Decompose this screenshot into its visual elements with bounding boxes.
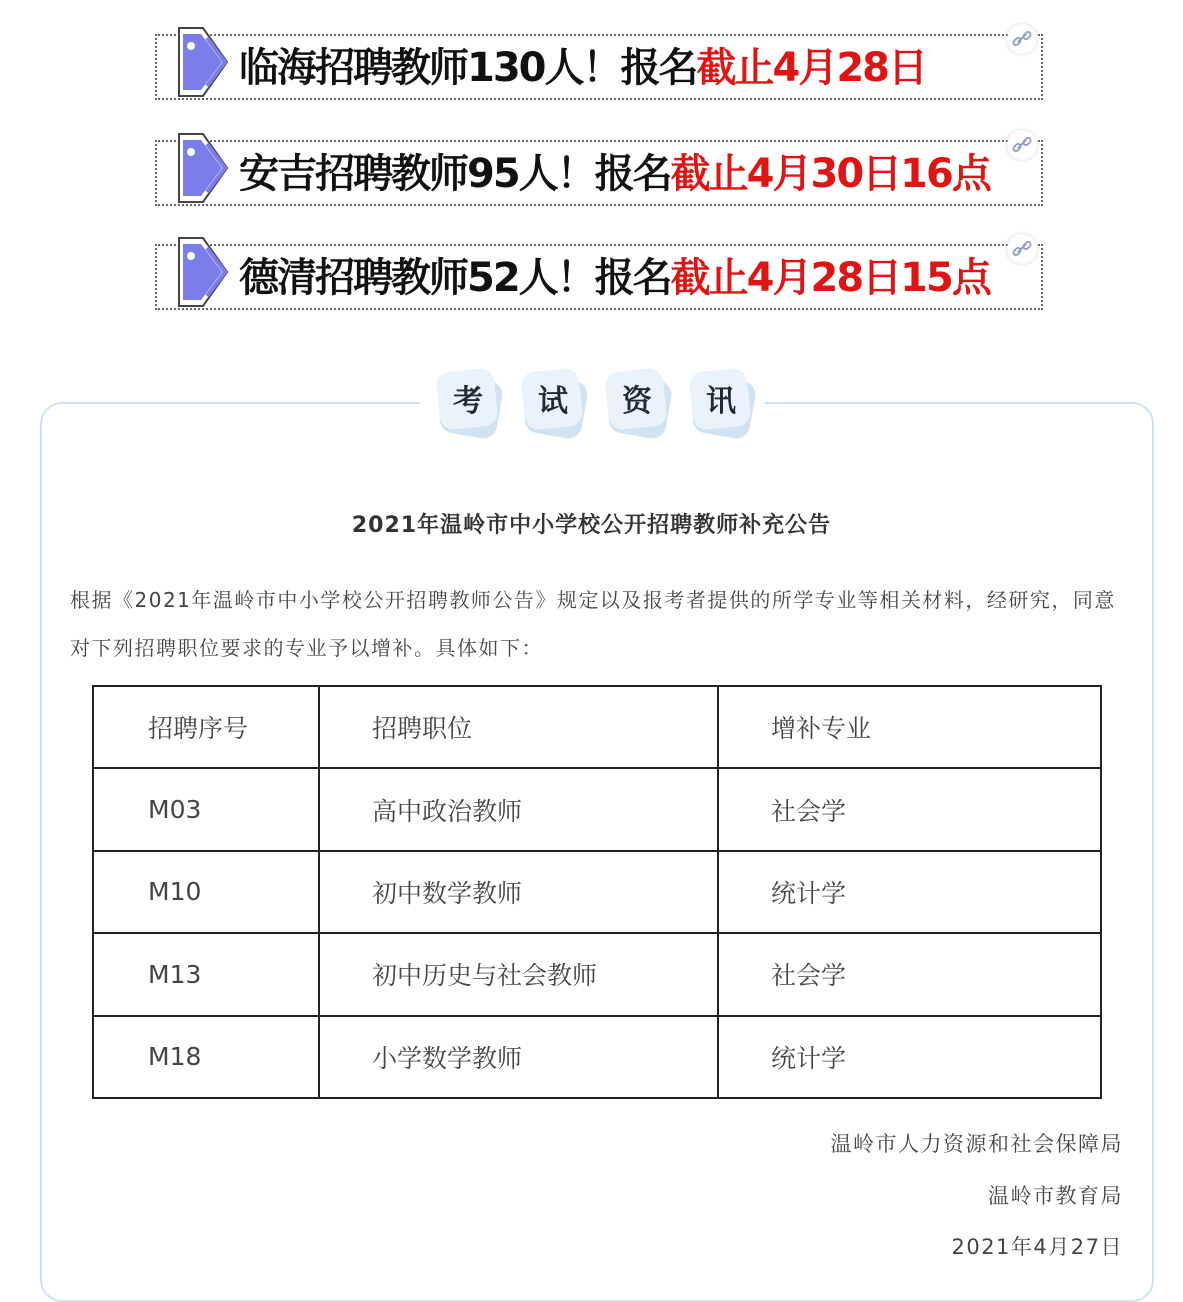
- signature-date: 2021年4月27日: [951, 1235, 1123, 1259]
- tag-icon: [167, 232, 231, 312]
- banner-highlight: 截止4月30日16点: [670, 151, 990, 197]
- majors-table: [92, 685, 1102, 1099]
- banner-linhai[interactable]: [155, 34, 1043, 100]
- table-cell: 高中政治教师: [319, 768, 718, 850]
- table-row: [93, 1016, 1101, 1098]
- banner-highlight: 截止4月28日: [696, 45, 926, 91]
- header-cell: 招聘职位: [319, 686, 718, 768]
- table-cell: 社会学: [718, 768, 1101, 850]
- title-char: 讯: [706, 384, 736, 419]
- header-cell: 增补专业: [718, 686, 1101, 768]
- table-cell: 统计学: [718, 1016, 1101, 1098]
- banner-prefix: 德清招聘教师52人！报名: [239, 255, 671, 301]
- table-cell: 统计学: [718, 851, 1101, 933]
- header-cell: 招聘序号: [93, 686, 319, 768]
- title-char-box: [691, 370, 755, 434]
- link-icon: [1007, 130, 1037, 160]
- title-char-box: [523, 370, 587, 434]
- banner-text: [239, 146, 1017, 202]
- title-char-box: [607, 370, 671, 434]
- banner-text: [239, 40, 1017, 96]
- table-row: [93, 768, 1101, 850]
- signature-org-hrss: 温岭市人力资源和社会保障局: [830, 1132, 1123, 1156]
- notice-intro: 根据《2021年温岭市中小学校公开招聘教师公告》规定以及报考者提供的所学专业等相关材料，经研究，同意对下列招聘职位要求的专业予以增补。具体如下：: [70, 588, 1116, 660]
- table-header-row: [93, 686, 1101, 768]
- banner-prefix: 安吉招聘教师95人！报名: [239, 151, 671, 197]
- banner-deqing[interactable]: [155, 244, 1043, 310]
- notice-title: 2021年温岭市中小学校公开招聘教师补充公告: [351, 513, 832, 538]
- table-cell: M10: [93, 851, 319, 933]
- title-char-box: [438, 370, 502, 434]
- tag-icon: [167, 128, 231, 208]
- table-cell: M18: [93, 1016, 319, 1098]
- tag-icon: [167, 22, 231, 102]
- table-cell: 社会学: [718, 933, 1101, 1015]
- banner-anji[interactable]: [155, 140, 1043, 206]
- banner-text: [239, 250, 1017, 306]
- table-cell: M13: [93, 933, 319, 1015]
- link-icon: [1007, 24, 1037, 54]
- banner-highlight: 截止4月28日15点: [670, 255, 990, 301]
- title-char: 试: [538, 384, 568, 419]
- title-char: 资: [622, 384, 652, 419]
- banner-prefix: 临海招聘教师130人！报名: [239, 45, 697, 91]
- table-cell: 初中数学教师: [319, 851, 718, 933]
- table-cell: 初中历史与社会教师: [319, 933, 718, 1015]
- table-row: [93, 851, 1101, 933]
- table-cell: 小学数学教师: [319, 1016, 718, 1098]
- signature-org-education: 温岭市教育局: [988, 1184, 1123, 1208]
- section-title: [0, 370, 1183, 440]
- link-icon: [1007, 234, 1037, 264]
- table-row: [93, 933, 1101, 1015]
- table-cell: M03: [93, 768, 319, 850]
- title-char: 考: [453, 384, 483, 419]
